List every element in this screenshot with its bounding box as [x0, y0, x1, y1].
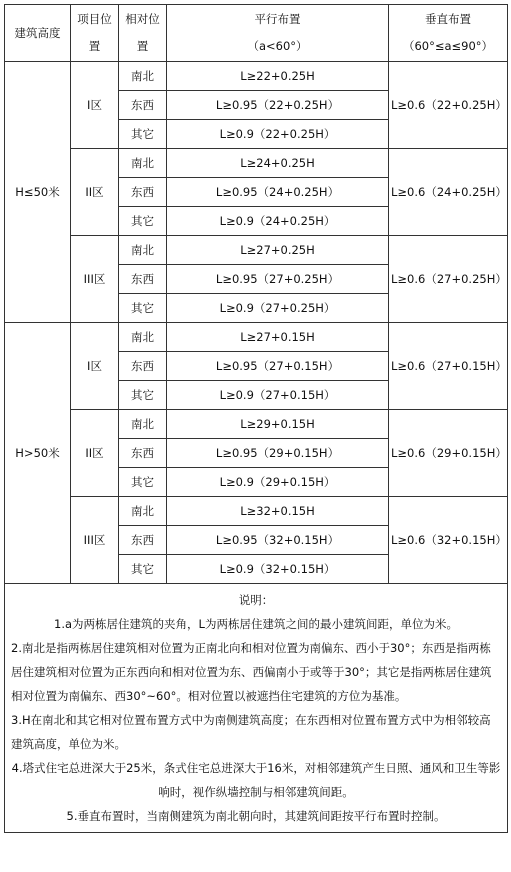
relpos-cell: 东西: [119, 439, 167, 468]
notes-cell: [5, 584, 508, 833]
height-cell: H>50米: [5, 323, 71, 584]
header-relpos: 相对位置: [119, 5, 167, 62]
relpos-cell: 其它: [119, 468, 167, 497]
parallel-cell: L≥24+0.25H: [167, 149, 389, 178]
building-spacing-table: [4, 4, 508, 833]
table-row: [5, 410, 508, 439]
header-zone: 项目位置: [71, 5, 119, 62]
notes-title: 说明：: [238, 593, 274, 607]
parallel-cell: L≥0.95（24+0.25H）: [167, 178, 389, 207]
header-vertical: [389, 5, 508, 62]
relpos-cell: 其它: [119, 294, 167, 323]
parallel-cell: L≥0.9（29+0.15H）: [167, 468, 389, 497]
relpos-cell: 南北: [119, 497, 167, 526]
header-vertical-label: 垂直布置: [425, 12, 471, 26]
parallel-cell: L≥27+0.25H: [167, 236, 389, 265]
relpos-cell: 其它: [119, 207, 167, 236]
table-row: [5, 149, 508, 178]
parallel-cell: L≥32+0.15H: [167, 497, 389, 526]
note-item: 1.a为两栋居住建筑的夹角，L为两栋居住建筑之间的最小建筑间距，单位为米。: [54, 617, 458, 631]
relpos-cell: 南北: [119, 236, 167, 265]
header-row: [5, 5, 508, 62]
parallel-cell: L≥0.9（27+0.15H）: [167, 381, 389, 410]
height-cell: H≤50米: [5, 62, 71, 323]
relpos-cell: 东西: [119, 526, 167, 555]
notes-row: [5, 584, 508, 833]
note-item: 2.南北是指两栋居住建筑相对位置为正南北向和相对位置为南偏东、西小于30°；东西是指两栋居住建筑相对位置为正东西向和相对位置为东、西偏南小于或等于30°；其它是指两栋居住建筑相对位置为南偏东、西30°~60°。相对位置以被遮挡住宅建筑的方位为基准。: [11, 641, 492, 703]
zone-cell: I区: [71, 323, 119, 410]
relpos-cell: 南北: [119, 149, 167, 178]
zone-cell: II区: [71, 410, 119, 497]
parallel-cell: L≥27+0.15H: [167, 323, 389, 352]
note-item: 5.垂直布置时，当南侧建筑为南北朝向时，其建筑间距按平行布置时控制。: [66, 809, 446, 823]
relpos-cell: 其它: [119, 381, 167, 410]
parallel-cell: L≥0.9（27+0.25H）: [167, 294, 389, 323]
table-body: [5, 62, 508, 584]
relpos-cell: 东西: [119, 178, 167, 207]
relpos-cell: 东西: [119, 265, 167, 294]
relpos-cell: 南北: [119, 62, 167, 91]
vertical-cell: L≥0.6（22+0.25H）: [389, 62, 508, 149]
parallel-cell: L≥0.95（32+0.15H）: [167, 526, 389, 555]
vertical-cell: L≥0.6（27+0.25H）: [389, 236, 508, 323]
header-height: 建筑高度: [5, 5, 71, 62]
header-parallel-sub: （a<60°）: [247, 39, 308, 53]
parallel-cell: L≥0.9（22+0.25H）: [167, 120, 389, 149]
table-row: [5, 236, 508, 265]
parallel-cell: L≥0.95（27+0.15H）: [167, 352, 389, 381]
relpos-cell: 南北: [119, 410, 167, 439]
zone-cell: III区: [71, 236, 119, 323]
parallel-cell: L≥0.95（22+0.25H）: [167, 91, 389, 120]
parallel-cell: L≥0.95（27+0.25H）: [167, 265, 389, 294]
zone-cell: I区: [71, 62, 119, 149]
header-vertical-sub: （60°≤a≤90°）: [402, 39, 494, 53]
relpos-cell: 南北: [119, 323, 167, 352]
zone-cell: II区: [71, 149, 119, 236]
zone-cell: III区: [71, 497, 119, 584]
spacing-table-container: [4, 4, 507, 833]
vertical-cell: L≥0.6（24+0.25H）: [389, 149, 508, 236]
vertical-cell: L≥0.6（27+0.15H）: [389, 323, 508, 410]
parallel-cell: L≥0.95（29+0.15H）: [167, 439, 389, 468]
vertical-cell: L≥0.6（29+0.15H）: [389, 410, 508, 497]
header-parallel: [167, 5, 389, 62]
table-row: [5, 323, 508, 352]
vertical-cell: L≥0.6（32+0.15H）: [389, 497, 508, 584]
header-parallel-label: 平行布置: [254, 12, 301, 26]
relpos-cell: 东西: [119, 91, 167, 120]
parallel-cell: L≥29+0.15H: [167, 410, 389, 439]
table-row: [5, 497, 508, 526]
relpos-cell: 其它: [119, 120, 167, 149]
note-item: 4.塔式住宅总进深大于25米，条式住宅总进深大于16米，对相邻建筑产生日照、通风和卫生等影响时，视作纵墙控制与相邻建筑间距。: [11, 761, 501, 799]
relpos-cell: 其它: [119, 555, 167, 584]
parallel-cell: L≥0.9（24+0.25H）: [167, 207, 389, 236]
notes-section: [5, 584, 508, 833]
table-row: [5, 62, 508, 91]
note-item: 3.H在南北和其它相对位置布置方式中为南侧建筑高度；在东西相对位置布置方式中为相邻较高建筑高度，单位为米。: [11, 713, 491, 751]
parallel-cell: L≥0.9（32+0.15H）: [167, 555, 389, 584]
parallel-cell: L≥22+0.25H: [167, 62, 389, 91]
relpos-cell: 东西: [119, 352, 167, 381]
